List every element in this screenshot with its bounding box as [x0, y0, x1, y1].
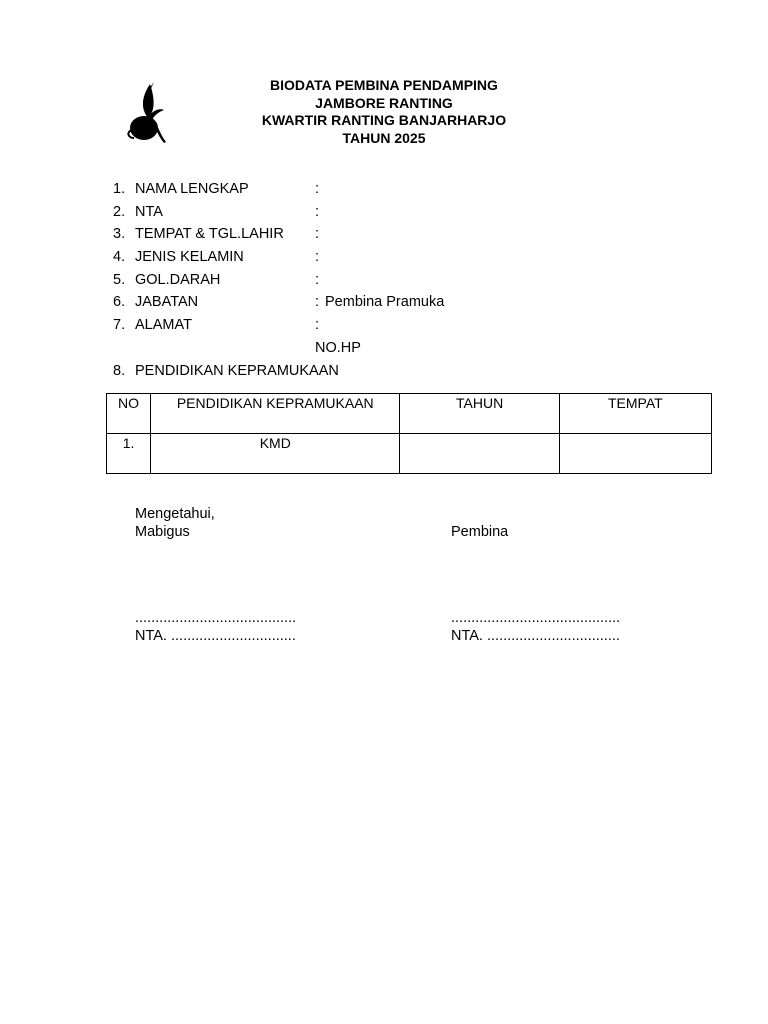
field-number: 3. — [113, 226, 126, 243]
column-header-tahun: TAHUN — [400, 394, 559, 434]
signature-right-lines — [451, 610, 620, 645]
table-row — [107, 434, 712, 474]
field-label: ALAMAT — [135, 317, 192, 334]
field-label: JENIS KELAMIN — [135, 249, 244, 266]
field-colon: : — [315, 203, 320, 220]
field-colon: : — [315, 249, 320, 266]
nta-line: NTA. ............................... — [135, 627, 296, 644]
title-line-3: KWARTIR RANTING BANJARHARJO — [261, 112, 507, 128]
signature-right-block — [451, 524, 508, 542]
field-label: NTA — [135, 203, 163, 220]
signature-left-block — [135, 506, 215, 541]
title-line-1: BIODATA PEMBINA PENDAMPING — [270, 77, 498, 93]
signature-dots-line: .......................................... — [451, 610, 621, 626]
field-colon: : — [315, 271, 320, 288]
document-title — [0, 77, 768, 147]
signature-dots-line: ........................................ — [135, 610, 297, 626]
table-cell-tahun[interactable] — [400, 434, 559, 474]
field-number: 8. — [113, 362, 126, 379]
field-colon: : — [315, 181, 320, 197]
column-header-pendidikan: PENDIDIKAN KEPRAMUKAAN — [151, 394, 400, 434]
field-label: TEMPAT & TGL.LAHIR — [135, 226, 284, 243]
signature-left-lines — [135, 610, 296, 645]
table-cell-pendidikan: KMD — [151, 434, 400, 474]
title-line-2: JAMBORE RANTING — [315, 94, 453, 111]
field-number: 2. — [113, 203, 126, 220]
field-label: NAMA LENGKAP — [135, 181, 249, 197]
title-line-4: TAHUN 2025 — [342, 129, 426, 146]
mengetahui-label: Mengetahui, — [135, 506, 215, 522]
pembina-label: Pembina — [451, 524, 509, 540]
field-number: 4. — [113, 249, 126, 266]
mabigus-label: Mabigus — [135, 523, 190, 540]
nta-line: NTA. ................................. — [451, 627, 620, 644]
field-colon: : — [315, 317, 320, 334]
field-colon: : — [315, 226, 320, 243]
column-header-tempat: TEMPAT — [559, 394, 711, 434]
field-number: 6. — [113, 294, 126, 311]
field-label: GOL.DARAH — [135, 271, 221, 288]
field-label: PENDIDIKAN KEPRAMUKAAN — [135, 362, 339, 379]
table-cell-tempat[interactable] — [559, 434, 711, 474]
field-label-no-hp: NO.HP — [315, 339, 361, 356]
field-number: 5. — [113, 271, 126, 288]
field-label: JABATAN — [135, 294, 199, 311]
field-value[interactable]: Pembina Pramuka — [325, 294, 445, 311]
table-cell-no: 1. — [107, 434, 151, 474]
education-table — [106, 393, 712, 474]
column-header-no: NO — [107, 394, 151, 434]
field-colon: : — [315, 294, 320, 311]
field-number: 1. — [113, 181, 126, 197]
field-number: 7. — [113, 317, 126, 334]
table-header-row — [107, 394, 712, 434]
